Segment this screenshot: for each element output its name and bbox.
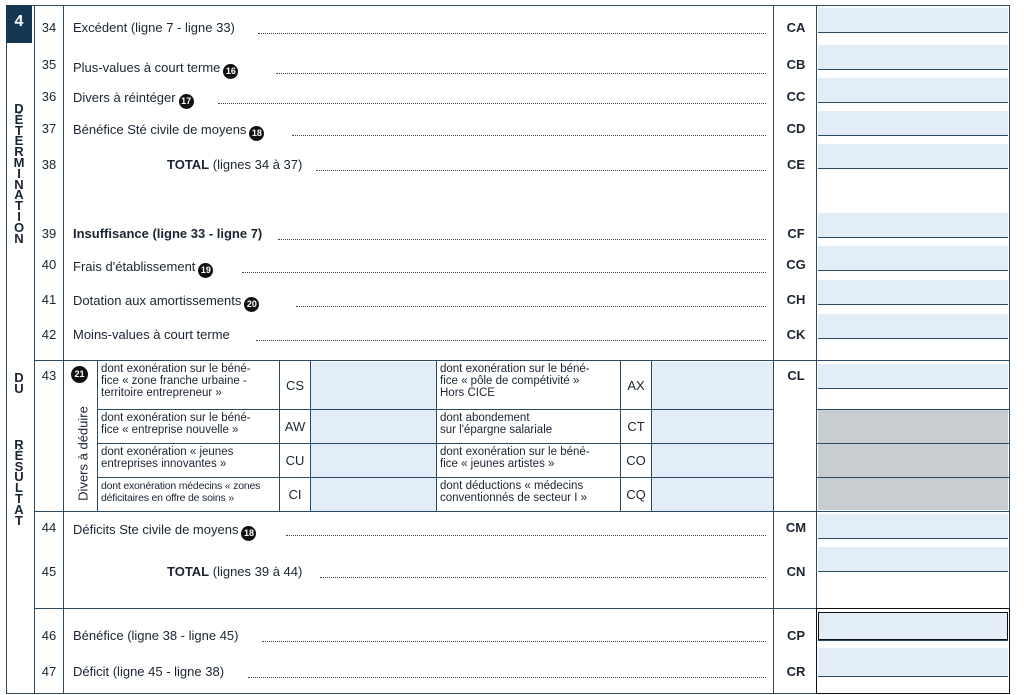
- code-cu: CU: [285, 453, 305, 468]
- code-cb: CB: [786, 57, 806, 72]
- fieldline-cl: [818, 388, 1008, 389]
- field-ce[interactable]: [818, 144, 1008, 168]
- field-cq[interactable]: [652, 478, 773, 511]
- leader-38: [316, 169, 766, 171]
- field-ch[interactable]: [818, 280, 1008, 304]
- subline-ax-label: dont exonération sur le béné- fice « pôle de compétivité » Hors CICE: [440, 363, 590, 399]
- line-label-45: TOTAL (lignes 39 à 44): [167, 564, 303, 579]
- section-title-du: D U: [14, 370, 24, 396]
- field-cg[interactable]: [818, 246, 1008, 270]
- frame-top: [6, 5, 1010, 6]
- code-cm: CM: [785, 520, 807, 535]
- field-ct[interactable]: [652, 410, 773, 443]
- field-ca[interactable]: [818, 8, 1008, 32]
- cp-cr-box: [816, 608, 1010, 694]
- code-ck: CK: [786, 327, 806, 342]
- code-cs: CS: [285, 378, 305, 393]
- code-cq: CQ: [626, 487, 646, 502]
- subgrid-v4: [436, 361, 437, 511]
- code-co: CO: [626, 453, 646, 468]
- field-cm[interactable]: [818, 514, 1008, 538]
- line-number-43: 43: [41, 368, 57, 383]
- field-cl[interactable]: [818, 364, 1008, 388]
- subline-co-label: dont exonération sur le béné- fice « jeunes artistes »: [440, 446, 590, 470]
- fieldline-cm: [818, 538, 1008, 539]
- frame-fieldcol: [816, 5, 817, 694]
- frame-codecol: [773, 5, 774, 694]
- code-ax: AX: [627, 378, 645, 393]
- field-ax[interactable]: [652, 362, 773, 409]
- leader-41: [296, 305, 766, 307]
- fieldline-cf: [818, 237, 1008, 238]
- ref-18-icon: 18: [249, 126, 264, 141]
- line-label-41: Dotation aux amortissements 20: [73, 293, 259, 312]
- frame-labelcol: [63, 5, 64, 694]
- field-aw[interactable]: [311, 410, 436, 443]
- section-title-determination: D É T E R M I N A T I O N: [13, 101, 25, 246]
- field-disabled-2: [818, 444, 1008, 477]
- field-disabled-3: [818, 478, 1008, 510]
- code-cg: CG: [786, 257, 806, 272]
- field-cn[interactable]: [818, 547, 1008, 571]
- section-number: 4: [6, 5, 32, 43]
- fieldline-cd: [818, 135, 1008, 136]
- leader-36: [218, 102, 766, 104]
- subline-cu-label: dont exonération « jeunes entreprises innovantes »: [101, 446, 234, 470]
- leader-34: [258, 32, 766, 34]
- fieldline-ce: [818, 168, 1008, 169]
- line-number-41: 41: [41, 292, 57, 307]
- subgrid-v1: [97, 361, 98, 511]
- ref-16-icon: 16: [223, 64, 238, 79]
- subline-ci-label: dont exonération médecins « zones déficitaires en offre de soins »: [101, 480, 261, 504]
- line-number-35: 35: [41, 57, 57, 72]
- line-number-42: 42: [41, 327, 57, 342]
- field-cc[interactable]: [818, 78, 1008, 102]
- field-cb[interactable]: [818, 45, 1008, 69]
- code-cf: CF: [787, 226, 805, 241]
- fieldline-cb: [818, 69, 1008, 70]
- field-ci[interactable]: [311, 478, 436, 511]
- line-label-38: TOTAL (lignes 34 à 37): [167, 157, 303, 172]
- leader-35: [276, 72, 766, 74]
- line-label-37: Bénéfice Sté civile de moyens 18: [73, 122, 264, 141]
- subline-cs-label: dont exonération sur le béné- fice « zone franche urbaine - territoire entrepreneur »: [101, 363, 251, 399]
- code-ce: CE: [786, 157, 806, 172]
- leader-46: [262, 640, 766, 642]
- line-label-46: Bénéfice (ligne 38 - ligne 45): [73, 628, 239, 643]
- sep-43-44: [34, 511, 1010, 512]
- code-cc: CC: [786, 89, 806, 104]
- line-number-39: 39: [41, 226, 57, 241]
- fieldline-cc: [818, 102, 1008, 103]
- line-number-36: 36: [41, 89, 57, 104]
- gray-sep-1: [816, 409, 1010, 410]
- code-ct: CT: [627, 419, 645, 434]
- subline-aw-label: dont exonération sur le béné- fice « entreprise nouvelle »: [101, 412, 251, 436]
- code-ch: CH: [786, 292, 806, 307]
- field-ck[interactable]: [818, 314, 1008, 338]
- line-number-45: 45: [41, 564, 57, 579]
- leader-39: [278, 238, 766, 240]
- code-aw: AW: [284, 419, 306, 434]
- leader-40: [242, 271, 766, 273]
- line-label-44: Déficits Ste civile de moyens 18: [73, 522, 256, 541]
- code-cp: CP: [786, 628, 806, 643]
- subline-cq-label: dont déductions « médecins conventionnés de secteur I »: [440, 480, 588, 504]
- field-co[interactable]: [652, 444, 773, 477]
- leader-47: [248, 676, 766, 678]
- gray-sep-2: [816, 443, 1010, 444]
- line-number-40: 40: [41, 257, 57, 272]
- line-number-34: 34: [41, 20, 57, 35]
- field-cf[interactable]: [818, 213, 1008, 237]
- ref-21-icon: 21: [71, 366, 88, 383]
- code-cd: CD: [786, 121, 806, 136]
- line-label-39: Insuffisance (ligne 33 - ligne 7): [73, 226, 263, 241]
- fieldline-ca: [818, 32, 1008, 33]
- field-cd[interactable]: [818, 111, 1008, 135]
- ref-17-icon: 17: [179, 94, 194, 109]
- section-title-resultat: R É S U L T A T: [14, 437, 24, 528]
- fieldline-ch: [818, 304, 1008, 305]
- line-label-34: Excédent (ligne 7 - ligne 33): [73, 20, 235, 35]
- line-number-46: 46: [41, 628, 57, 643]
- fieldline-cn: [818, 571, 1008, 572]
- line-number-44: 44: [41, 520, 57, 535]
- field-cu[interactable]: [311, 444, 436, 477]
- line-number-38: 38: [41, 157, 57, 172]
- code-cn: CN: [786, 564, 806, 579]
- code-ca: CA: [786, 20, 806, 35]
- line-label-36: Divers à réintéger 17: [73, 90, 194, 109]
- ref-18-icon-2: 18: [241, 526, 256, 541]
- gray-sep-3: [816, 477, 1010, 478]
- code-cl: CL: [787, 368, 805, 383]
- line-label-35: Plus-values à court terme 16: [73, 60, 238, 79]
- leader-42: [256, 339, 766, 341]
- fieldline-ck: [818, 338, 1008, 339]
- field-disabled-1: [818, 410, 1008, 443]
- line-label-47: Déficit (ligne 45 - ligne 38): [73, 664, 225, 679]
- fieldline-cg: [818, 270, 1008, 271]
- line-label-40: Frais d'établissement 19: [73, 259, 213, 278]
- subline-ct-label: dont abondement sur l'épargne salariale: [440, 412, 553, 436]
- leader-44: [286, 534, 766, 536]
- frame-numcol: [34, 5, 35, 694]
- leader-45: [320, 576, 766, 578]
- ref-19-icon: 19: [198, 263, 213, 278]
- divers-a-deduire-label: Divers à déduire: [75, 406, 91, 501]
- line-label-42: Moins-values à court terme: [73, 327, 230, 342]
- ref-20-icon: 20: [244, 297, 259, 312]
- code-cr: CR: [786, 664, 806, 679]
- sep-42-43: [34, 360, 1010, 361]
- line-number-37: 37: [41, 121, 57, 136]
- frame-right: [1009, 5, 1010, 694]
- code-ci: CI: [288, 487, 302, 502]
- line-number-47: 47: [41, 664, 57, 679]
- field-cs[interactable]: [311, 362, 436, 409]
- frame-left: [6, 5, 7, 694]
- leader-37: [292, 134, 766, 136]
